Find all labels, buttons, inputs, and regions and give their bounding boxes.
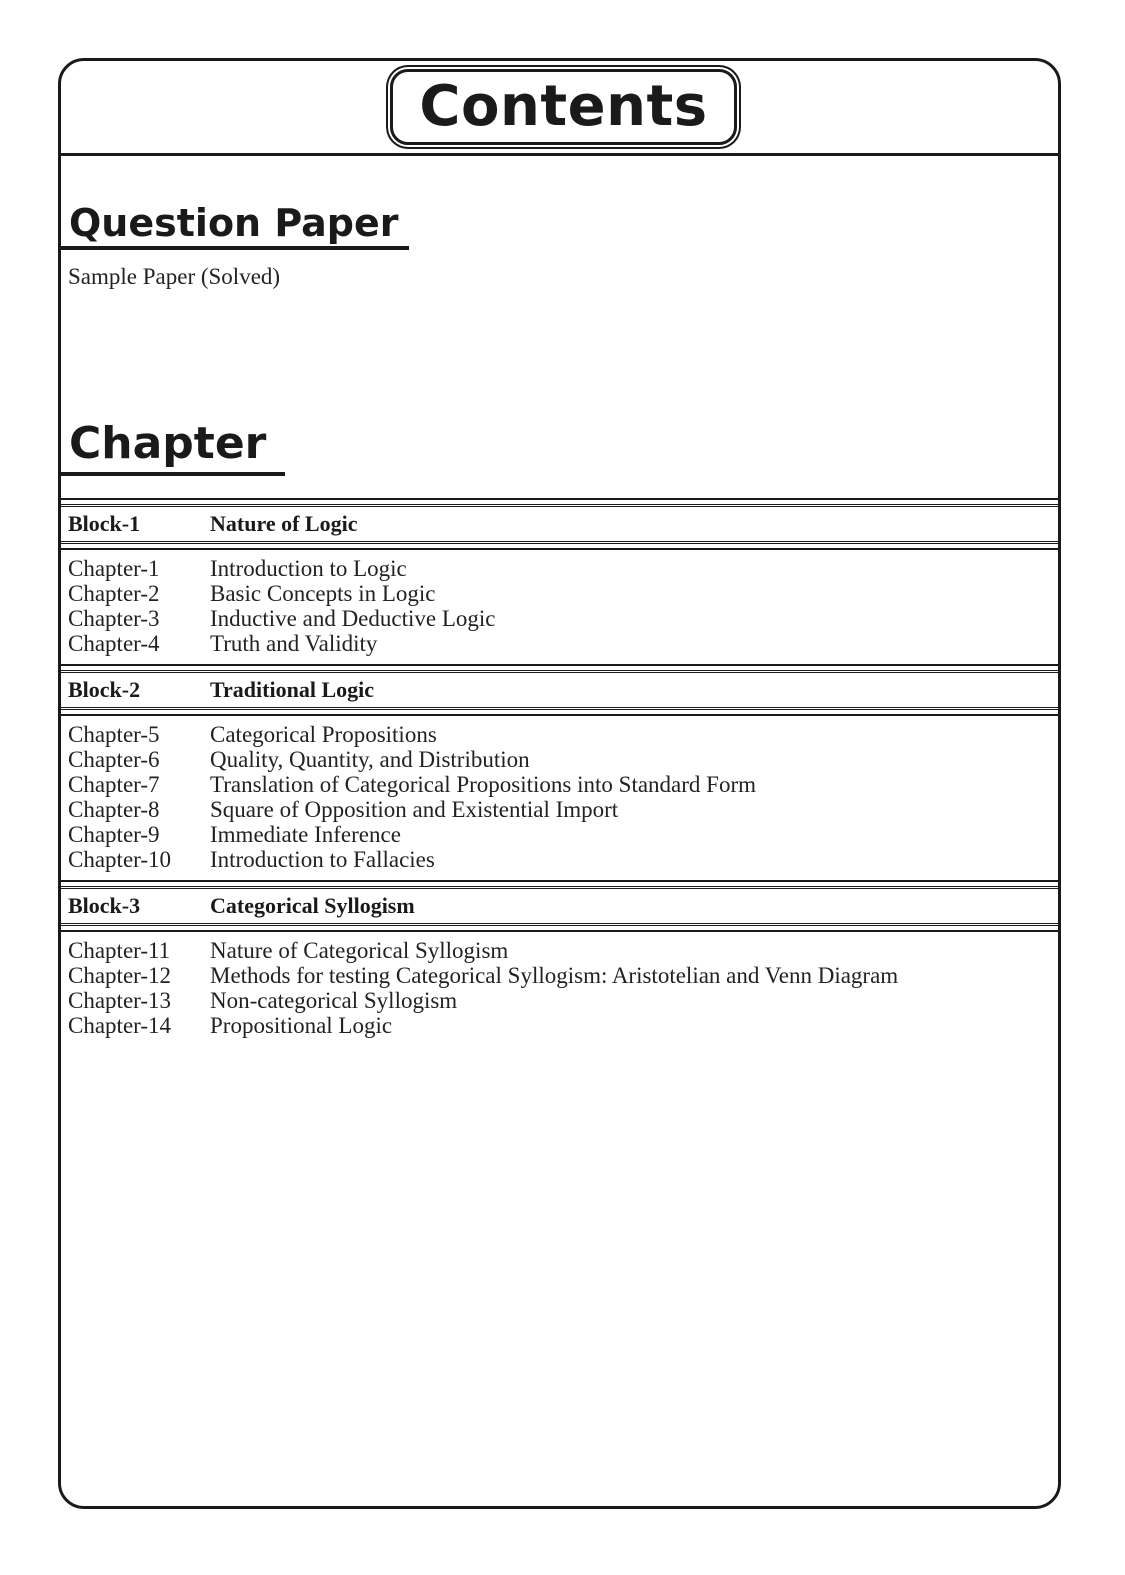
block-row-1[interactable] <box>61 504 1058 544</box>
chapter-number: Chapter-7 <box>68 772 160 797</box>
table-of-contents <box>61 498 1058 1046</box>
sample-paper-link[interactable]: Sample Paper (Solved) <box>68 264 281 289</box>
chapter-title: Methods for testing Categorical Syllogism: Aristotelian and Venn Diagram <box>210 963 899 988</box>
chapter-list-block-2 <box>61 716 1058 880</box>
block-name: Categorical Syllogism <box>210 893 415 918</box>
chapter-number: Chapter-11 <box>68 938 171 963</box>
chapter-number: Chapter-12 <box>68 963 172 988</box>
chapter-row-14[interactable] <box>61 1013 1058 1038</box>
chapter-title: Basic Concepts in Logic <box>210 581 436 606</box>
chapter-row-4[interactable] <box>61 631 1058 656</box>
chapter-number: Chapter-5 <box>68 722 160 747</box>
chapter-number: Chapter-14 <box>68 1013 172 1038</box>
chapter-row-8[interactable] <box>61 797 1058 822</box>
question-paper-heading: Question Paper <box>61 198 409 250</box>
chapter-number: Chapter-2 <box>68 581 160 606</box>
chapter-number: Chapter-6 <box>68 747 160 772</box>
chapter-title: Nature of Categorical Syllogism <box>210 938 509 963</box>
chapter-title: Translation of Categorical Propositions into Standard Form <box>210 772 757 797</box>
chapter-title: Introduction to Logic <box>210 556 407 581</box>
chapter-number: Chapter-13 <box>68 988 172 1013</box>
chapter-title: Square of Opposition and Existential Import <box>210 797 619 822</box>
page-header <box>61 61 1058 156</box>
chapter-row-2[interactable] <box>61 581 1058 606</box>
chapter-heading: Chapter <box>61 418 285 476</box>
block-name: Nature of Logic <box>210 511 358 536</box>
chapter-number: Chapter-4 <box>68 631 160 656</box>
page-title: Contents <box>419 74 708 139</box>
chapter-title: Immediate Inference <box>210 822 401 847</box>
chapter-row-7[interactable] <box>61 772 1058 797</box>
block-number: Block-3 <box>68 893 141 918</box>
block-number: Block-1 <box>68 511 141 536</box>
chapter-title: Truth and Validity <box>210 631 378 656</box>
title-box <box>390 69 737 145</box>
chapter-row-9[interactable] <box>61 822 1058 847</box>
chapter-title: Introduction to Fallacies <box>210 847 435 872</box>
chapter-row-13[interactable] <box>61 988 1058 1013</box>
chapter-title: Non-categorical Syllogism <box>210 988 458 1013</box>
chapter-number: Chapter-9 <box>68 822 160 847</box>
chapter-row-10[interactable] <box>61 847 1058 872</box>
chapter-row-11[interactable] <box>61 938 1058 963</box>
chapter-title: Propositional Logic <box>210 1013 393 1038</box>
chapter-number: Chapter-10 <box>68 847 172 872</box>
chapter-number: Chapter-8 <box>68 797 160 822</box>
chapter-title: Inductive and Deductive Logic <box>210 606 496 631</box>
block-number: Block-2 <box>68 677 141 702</box>
chapter-row-5[interactable] <box>61 722 1058 747</box>
chapter-number: Chapter-3 <box>68 606 160 631</box>
chapter-row-1[interactable] <box>61 556 1058 581</box>
chapter-row-6[interactable] <box>61 747 1058 772</box>
chapter-title: Categorical Propositions <box>210 722 437 747</box>
chapter-title: Quality, Quantity, and Distribution <box>210 747 530 772</box>
block-name: Traditional Logic <box>210 677 374 702</box>
chapter-row-12[interactable] <box>61 963 1058 988</box>
chapter-row-3[interactable] <box>61 606 1058 631</box>
chapter-list-block-3 <box>61 932 1058 1046</box>
block-row-3[interactable] <box>61 886 1058 926</box>
block-row-2[interactable] <box>61 670 1058 710</box>
page-frame <box>58 58 1061 1509</box>
chapter-number: Chapter-1 <box>68 556 160 581</box>
chapter-list-block-1 <box>61 550 1058 664</box>
